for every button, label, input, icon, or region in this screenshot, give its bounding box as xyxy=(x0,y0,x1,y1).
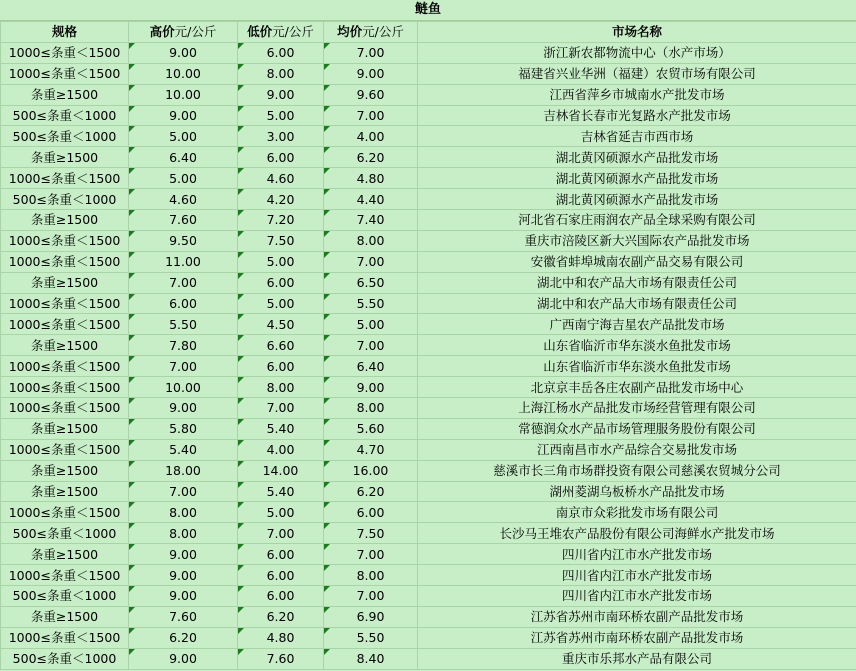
market-name-cell[interactable]: 吉林省延吉市西市场 xyxy=(418,126,856,147)
high-price-cell[interactable]: 7.60 xyxy=(129,606,238,627)
table-row xyxy=(1,147,856,168)
low-price-cell[interactable]: 6.00 xyxy=(238,147,324,168)
avg-price-cell[interactable]: 7.40 xyxy=(324,210,418,231)
low-price-cell[interactable]: 6.00 xyxy=(238,565,324,586)
spec-cell[interactable]: 1000≤条重＜1500 xyxy=(1,293,129,314)
spec-cell[interactable]: 1000≤条重＜1500 xyxy=(1,42,129,63)
market-name-cell[interactable]: 四川省内江市水产批发市场 xyxy=(418,586,856,607)
high-price-cell[interactable]: 9.00 xyxy=(129,105,238,126)
avg-price-cell[interactable]: 6.20 xyxy=(324,481,418,502)
low-price-cell[interactable]: 7.60 xyxy=(238,648,324,669)
low-price-cell[interactable]: 5.00 xyxy=(238,293,324,314)
avg-price-cell[interactable]: 8.00 xyxy=(324,398,418,419)
high-price-cell[interactable]: 5.50 xyxy=(129,314,238,335)
table-row xyxy=(1,481,856,502)
table-row xyxy=(1,251,856,272)
spec-cell[interactable]: 500≤条重＜1000 xyxy=(1,586,129,607)
low-price-cell[interactable]: 5.00 xyxy=(238,251,324,272)
avg-price-cell[interactable]: 8.00 xyxy=(324,230,418,251)
market-name-cell[interactable]: 重庆市乐邦水产品有限公司 xyxy=(418,648,856,669)
low-price-cell[interactable]: 4.80 xyxy=(238,627,324,648)
market-name-cell[interactable]: 山东省临沂市华东淡水鱼批发市场 xyxy=(418,335,856,356)
table-row xyxy=(1,63,856,84)
market-name-cell[interactable]: 江西南昌市水产品综合交易批发市场 xyxy=(418,439,856,460)
high-price-cell[interactable]: 8.00 xyxy=(129,502,238,523)
low-price-cell[interactable]: 5.40 xyxy=(238,418,324,439)
spec-cell[interactable]: 1000≤条重＜1500 xyxy=(1,502,129,523)
spec-cell[interactable]: 500≤条重＜1000 xyxy=(1,126,129,147)
table-row xyxy=(1,42,856,63)
high-price-cell[interactable]: 8.00 xyxy=(129,523,238,544)
table-row xyxy=(1,168,856,189)
table-row xyxy=(1,126,856,147)
avg-price-cell[interactable]: 7.00 xyxy=(324,105,418,126)
low-price-cell[interactable]: 6.00 xyxy=(238,272,324,293)
high-price-cell[interactable]: 9.00 xyxy=(129,42,238,63)
market-name-cell[interactable]: 北京京丰岳各庄农副产品批发市场中心 xyxy=(418,377,856,398)
avg-price-cell[interactable]: 6.90 xyxy=(324,606,418,627)
market-name-cell[interactable]: 南京市众彩批发市场有限公司 xyxy=(418,502,856,523)
avg-price-cell[interactable]: 7.00 xyxy=(324,544,418,565)
table-row xyxy=(1,418,856,439)
header-high-unit: 元/公斤 xyxy=(174,24,217,40)
avg-price-cell[interactable]: 5.00 xyxy=(324,314,418,335)
high-price-cell[interactable]: 6.00 xyxy=(129,293,238,314)
market-name-cell[interactable]: 四川省内江市水产批发市场 xyxy=(418,544,856,565)
header-row xyxy=(1,22,856,43)
high-price-cell[interactable]: 5.00 xyxy=(129,126,238,147)
spec-cell[interactable]: 1000≤条重＜1500 xyxy=(1,377,129,398)
high-price-cell[interactable]: 6.20 xyxy=(129,627,238,648)
table-row xyxy=(1,606,856,627)
avg-price-cell[interactable]: 7.00 xyxy=(324,335,418,356)
avg-price-cell[interactable]: 4.40 xyxy=(324,189,418,210)
spec-cell[interactable]: 1000≤条重＜1500 xyxy=(1,439,129,460)
avg-price-cell[interactable]: 7.00 xyxy=(324,42,418,63)
spec-cell[interactable]: 条重≥1500 xyxy=(1,606,129,627)
low-price-cell[interactable]: 4.20 xyxy=(238,189,324,210)
market-name-cell[interactable]: 河北省石家庄雨润农产品全球采购有限公司 xyxy=(418,210,856,231)
table-row xyxy=(1,502,856,523)
table-row xyxy=(1,377,856,398)
low-price-cell[interactable]: 8.00 xyxy=(238,63,324,84)
market-name-cell[interactable]: 江苏省苏州市南环桥农副产品批发市场 xyxy=(418,606,856,627)
market-name-cell[interactable]: 吉林省长春市光复路水产批发市场 xyxy=(418,105,856,126)
avg-price-cell[interactable]: 6.00 xyxy=(324,502,418,523)
table-row xyxy=(1,189,856,210)
market-name-cell[interactable]: 上海江杨水产品批发市场经营管理有限公司 xyxy=(418,398,856,419)
market-name-cell[interactable]: 江苏省苏州市南环桥农副产品批发市场 xyxy=(418,627,856,648)
high-price-cell[interactable]: 5.40 xyxy=(129,439,238,460)
low-price-cell[interactable]: 14.00 xyxy=(238,460,324,481)
avg-price-cell[interactable]: 5.60 xyxy=(324,418,418,439)
spec-cell[interactable]: 1000≤条重＜1500 xyxy=(1,627,129,648)
high-price-cell[interactable]: 7.60 xyxy=(129,210,238,231)
table-row xyxy=(1,398,856,419)
high-price-cell[interactable]: 5.00 xyxy=(129,168,238,189)
avg-price-cell[interactable]: 5.50 xyxy=(324,293,418,314)
high-price-cell[interactable]: 9.00 xyxy=(129,565,238,586)
market-name-cell[interactable]: 湖北黄冈硕源水产品批发市场 xyxy=(418,147,856,168)
market-name-cell[interactable]: 江西省萍乡市城南水产批发市场 xyxy=(418,84,856,105)
spec-cell[interactable]: 1000≤条重＜1500 xyxy=(1,565,129,586)
header-avg-label: 均价 xyxy=(337,24,363,40)
spec-cell[interactable]: 1000≤条重＜1500 xyxy=(1,63,129,84)
table-row xyxy=(1,293,856,314)
spec-cell[interactable]: 条重≥1500 xyxy=(1,272,129,293)
table-row xyxy=(1,565,856,586)
header-high-price[interactable] xyxy=(129,22,238,43)
low-price-cell[interactable]: 3.00 xyxy=(238,126,324,147)
avg-price-cell[interactable]: 16.00 xyxy=(324,460,418,481)
low-price-cell[interactable]: 4.50 xyxy=(238,314,324,335)
market-name-cell[interactable]: 湖北黄冈硕源水产品批发市场 xyxy=(418,168,856,189)
spec-cell[interactable]: 500≤条重＜1000 xyxy=(1,523,129,544)
avg-price-cell[interactable]: 7.00 xyxy=(324,251,418,272)
avg-price-cell[interactable]: 6.50 xyxy=(324,272,418,293)
header-market[interactable] xyxy=(418,22,856,43)
spec-cell[interactable]: 1000≤条重＜1500 xyxy=(1,314,129,335)
avg-price-cell[interactable]: 7.00 xyxy=(324,586,418,607)
spec-cell[interactable]: 1000≤条重＜1500 xyxy=(1,230,129,251)
avg-price-cell[interactable]: 6.40 xyxy=(324,356,418,377)
price-table xyxy=(0,21,856,670)
high-price-cell[interactable]: 7.00 xyxy=(129,356,238,377)
spec-cell[interactable]: 条重≥1500 xyxy=(1,544,129,565)
avg-price-cell[interactable]: 9.60 xyxy=(324,84,418,105)
market-name-cell[interactable]: 长沙马王堆农产品股份有限公司海鲜水产批发市场 xyxy=(418,523,856,544)
spec-cell[interactable]: 500≤条重＜1000 xyxy=(1,648,129,669)
table-row xyxy=(1,84,856,105)
table-row xyxy=(1,586,856,607)
low-price-cell[interactable]: 9.00 xyxy=(238,84,324,105)
table-row xyxy=(1,627,856,648)
high-price-cell[interactable]: 4.60 xyxy=(129,189,238,210)
high-price-cell[interactable]: 6.40 xyxy=(129,147,238,168)
market-name-cell[interactable]: 常德润众水产品市场管理服务股份有限公司 xyxy=(418,418,856,439)
avg-price-cell[interactable]: 6.20 xyxy=(324,147,418,168)
low-price-cell[interactable]: 6.00 xyxy=(238,42,324,63)
header-avg-price[interactable] xyxy=(324,22,418,43)
avg-price-cell[interactable]: 8.00 xyxy=(324,565,418,586)
high-price-cell[interactable]: 10.00 xyxy=(129,84,238,105)
market-name-cell[interactable]: 山东省临沂市华东淡水鱼批发市场 xyxy=(418,356,856,377)
spec-cell[interactable]: 条重≥1500 xyxy=(1,460,129,481)
market-name-cell[interactable]: 福建省兴业华洲（福建）农贸市场有限公司 xyxy=(418,63,856,84)
header-high-label: 高价 xyxy=(149,24,175,40)
high-price-cell[interactable]: 7.80 xyxy=(129,335,238,356)
high-price-cell[interactable]: 10.00 xyxy=(129,63,238,84)
high-price-cell[interactable]: 7.00 xyxy=(129,481,238,502)
avg-price-cell[interactable]: 4.70 xyxy=(324,439,418,460)
table-row xyxy=(1,460,856,481)
spec-cell[interactable]: 条重≥1500 xyxy=(1,418,129,439)
header-low-unit: 元/公斤 xyxy=(272,24,314,40)
header-avg-unit: 元/公斤 xyxy=(362,24,404,40)
spec-cell[interactable]: 条重≥1500 xyxy=(1,210,129,231)
table-row xyxy=(1,210,856,231)
high-price-cell[interactable]: 9.50 xyxy=(129,230,238,251)
low-price-cell[interactable]: 7.50 xyxy=(238,230,324,251)
spec-cell[interactable]: 500≤条重＜1000 xyxy=(1,105,129,126)
table-row xyxy=(1,314,856,335)
spec-cell[interactable]: 条重≥1500 xyxy=(1,147,129,168)
market-name-cell[interactable]: 慈溪市长三角市场群投资有限公司慈溪农贸城分公司 xyxy=(418,460,856,481)
avg-price-cell[interactable]: 5.50 xyxy=(324,627,418,648)
low-price-cell[interactable]: 6.60 xyxy=(238,335,324,356)
market-name-cell[interactable]: 湖北中和农产品大市场有限责任公司 xyxy=(418,293,856,314)
market-name-cell[interactable]: 广西南宁海吉星农产品批发市场 xyxy=(418,314,856,335)
high-price-cell[interactable]: 18.00 xyxy=(129,460,238,481)
high-price-cell[interactable]: 5.80 xyxy=(129,418,238,439)
high-price-cell[interactable]: 9.00 xyxy=(129,544,238,565)
market-name-cell[interactable]: 四川省内江市水产批发市场 xyxy=(418,565,856,586)
high-price-cell[interactable]: 11.00 xyxy=(129,251,238,272)
spec-cell[interactable]: 1000≤条重＜1500 xyxy=(1,398,129,419)
high-price-cell[interactable]: 7.00 xyxy=(129,272,238,293)
low-price-cell[interactable]: 6.00 xyxy=(238,544,324,565)
spec-cell[interactable]: 1000≤条重＜1500 xyxy=(1,168,129,189)
low-price-cell[interactable]: 5.00 xyxy=(238,105,324,126)
high-price-cell[interactable]: 9.00 xyxy=(129,648,238,669)
avg-price-cell[interactable]: 7.50 xyxy=(324,523,418,544)
header-spec-label: 规格 xyxy=(51,24,77,40)
low-price-cell[interactable]: 5.40 xyxy=(238,481,324,502)
low-price-cell[interactable]: 6.00 xyxy=(238,356,324,377)
header-low-label: 低价 xyxy=(247,24,273,40)
spec-cell[interactable]: 1000≤条重＜1500 xyxy=(1,251,129,272)
spec-cell[interactable]: 条重≥1500 xyxy=(1,84,129,105)
table-row xyxy=(1,544,856,565)
table-row xyxy=(1,105,856,126)
low-price-cell[interactable]: 7.20 xyxy=(238,210,324,231)
low-price-cell[interactable]: 7.00 xyxy=(238,523,324,544)
sheet-title: 鲢鱼 xyxy=(0,0,856,21)
high-price-cell[interactable]: 9.00 xyxy=(129,398,238,419)
spec-cell[interactable]: 1000≤条重＜1500 xyxy=(1,356,129,377)
low-price-cell[interactable]: 4.60 xyxy=(238,168,324,189)
low-price-cell[interactable]: 5.00 xyxy=(238,502,324,523)
avg-price-cell[interactable]: 9.00 xyxy=(324,377,418,398)
table-row xyxy=(1,335,856,356)
market-name-cell[interactable]: 重庆市涪陵区新大兴国际农产品批发市场 xyxy=(418,230,856,251)
market-name-cell[interactable]: 湖州菱湖乌板桥水产品批发市场 xyxy=(418,481,856,502)
table-row xyxy=(1,439,856,460)
low-price-cell[interactable]: 7.00 xyxy=(238,398,324,419)
avg-price-cell[interactable]: 9.00 xyxy=(324,63,418,84)
header-low-price[interactable] xyxy=(238,22,324,43)
low-price-cell[interactable]: 6.00 xyxy=(238,586,324,607)
market-name-cell[interactable]: 浙江新农都物流中心（水产市场） xyxy=(418,42,856,63)
market-name-cell[interactable]: 湖北中和农产品大市场有限责任公司 xyxy=(418,272,856,293)
avg-price-cell[interactable]: 4.00 xyxy=(324,126,418,147)
avg-price-cell[interactable]: 8.40 xyxy=(324,648,418,669)
low-price-cell[interactable]: 4.00 xyxy=(238,439,324,460)
market-name-cell[interactable]: 安徽省蚌埠城南农副产品交易有限公司 xyxy=(418,251,856,272)
table-row xyxy=(1,356,856,377)
header-market-label: 市场名称 xyxy=(611,24,662,40)
low-price-cell[interactable]: 6.20 xyxy=(238,606,324,627)
table-row xyxy=(1,230,856,251)
low-price-cell[interactable]: 8.00 xyxy=(238,377,324,398)
spec-cell[interactable]: 条重≥1500 xyxy=(1,335,129,356)
spec-cell[interactable]: 条重≥1500 xyxy=(1,481,129,502)
high-price-cell[interactable]: 9.00 xyxy=(129,586,238,607)
market-name-cell[interactable]: 湖北黄冈硕源水产品批发市场 xyxy=(418,189,856,210)
header-spec[interactable] xyxy=(1,22,129,43)
table-row xyxy=(1,272,856,293)
table-row xyxy=(1,523,856,544)
table-row xyxy=(1,648,856,669)
avg-price-cell[interactable]: 4.80 xyxy=(324,168,418,189)
spec-cell[interactable]: 500≤条重＜1000 xyxy=(1,189,129,210)
high-price-cell[interactable]: 10.00 xyxy=(129,377,238,398)
